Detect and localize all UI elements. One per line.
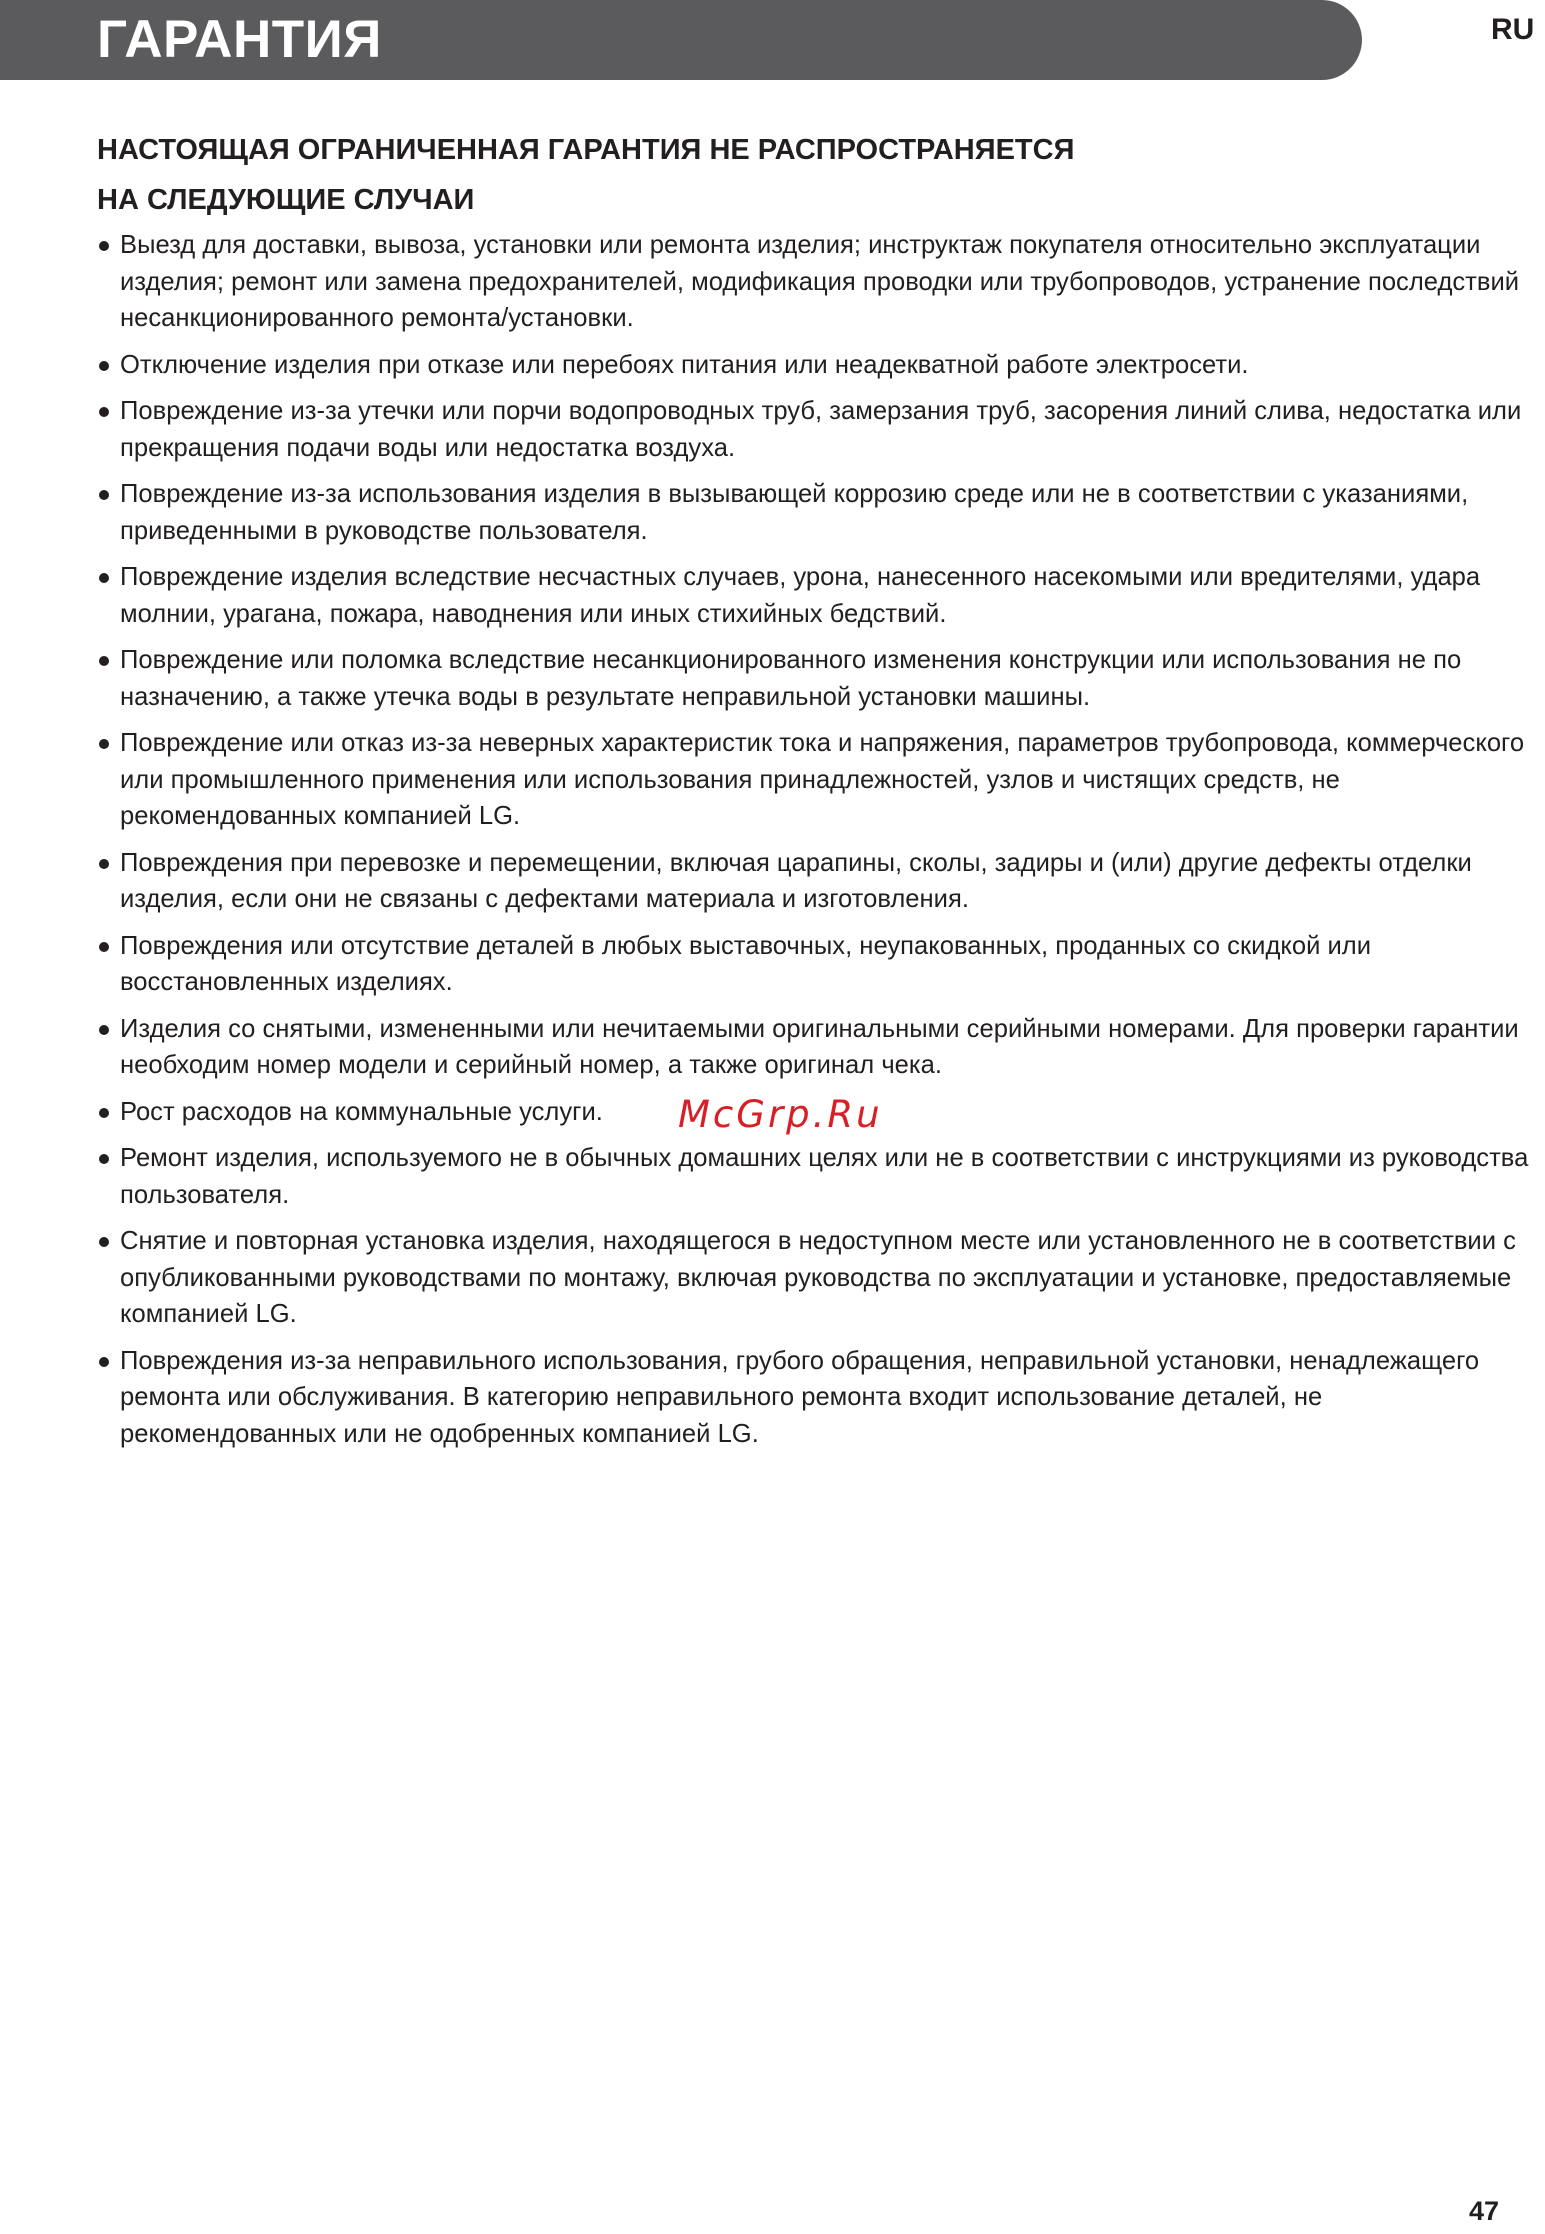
bullet-icon <box>99 407 109 417</box>
list-item-text: Ремонт изделия, используемого не в обычных домашних целях или не в соответствии с инструкциями из руководства пользователя. <box>120 1144 1529 1209</box>
list-item <box>97 1223 1545 1333</box>
bullet-icon <box>99 241 109 251</box>
exclusions-list <box>97 227 1545 1462</box>
list-item-text: Повреждение изделия вследствие несчастных случаев, урона, нанесенного насекомыми или вредителями, удара молнии, урагана, пожара, наводнения или иных стихийных бедствий. <box>120 563 1481 628</box>
section-heading-line-1: НАСТОЯЩАЯ ОГРАНИЧЕННАЯ ГАРАНТИЯ НЕ РАСПРОСТРАНЯЕТСЯ <box>97 134 1075 166</box>
list-item-text: Рост расходов на коммунальные услуги. <box>120 1097 603 1126</box>
list-item-text: Отключение изделия при отказе или перебоях питания или неадекватной работе электросети. <box>120 350 1249 379</box>
list-item <box>97 725 1545 835</box>
page-number: 47 <box>1468 2196 1499 2226</box>
bullet-icon <box>99 1108 109 1118</box>
list-item-text: Повреждение из-за утечки или порчи водопроводных труб, замерзания труб, засорения линий слива, недостатка или прекращения подачи воды или недостатка воздуха. <box>120 397 1522 462</box>
list-item-text: Повреждение или отказ из-за неверных характеристик тока и напряжения, параметров трубопровода, коммерческого или промышленного применения или использования принадлежностей, узлов и чистящих средств, не рекомендованных компанией LG. <box>120 729 1525 830</box>
list-item-text: Повреждения из-за неправильного использования, грубого обращения, неправильной установки, ненадлежащего ремонта или обслуживания. В категорию неправильного ремонта входит использование деталей, не рекомендованных или не одобренных компанией LG. <box>120 1346 1480 1448</box>
list-item <box>97 347 1545 384</box>
list-item-text: Выезд для доставки, вывоза, установки или ремонта изделия; инструктаж покупателя относительно эксплуатации изделия; ремонт или замена предохранителей, модификация проводки или трубопроводов, устранение последствий несанкционированного ремонта/установки. <box>120 231 1520 332</box>
section-heading-line-2: НА СЛЕДУЮЩИЕ СЛУЧАИ <box>97 184 475 216</box>
section-heading <box>97 125 1397 225</box>
list-item <box>97 227 1545 337</box>
bullet-icon <box>99 859 109 869</box>
list-item <box>97 393 1545 466</box>
language-code: RU <box>1491 13 1535 46</box>
list-item <box>97 642 1545 715</box>
list-item-text: Повреждение из-за использования изделия в вызывающей коррозию среде или не в соответствии с указаниями, приведенными в руководстве пользователя. <box>120 480 1469 545</box>
bullet-icon <box>99 490 109 500</box>
list-item <box>97 845 1545 918</box>
page-title: ГАРАНТИЯ <box>97 10 382 69</box>
list-item-text: Повреждения или отсутствие деталей в любых выставочных, неупакованных, проданных со скидкой или восстановленных изделиях. <box>120 931 1372 996</box>
bullet-icon <box>99 656 109 666</box>
bullet-icon <box>99 739 109 749</box>
bullet-icon <box>99 1237 109 1247</box>
list-item-text: Повреждения при перевозке и перемещении, включая царапины, сколы, задиры и (или) другие дефекты отделки изделия, если они не связаны с дефектами материала и изготовления. <box>120 848 1472 913</box>
list-item <box>97 1140 1545 1213</box>
bullet-icon <box>99 942 109 952</box>
list-item-text: Изделия со снятыми, измененными или нечитаемыми оригинальными серийными номерами. Для проверки гарантии необходим номер модели и серийный номер, а также оригинал чека. <box>120 1014 1519 1079</box>
list-item-text: Повреждение или поломка вследствие несанкционированного изменения конструкции или использования не по назначению, а также утечка воды в результате неправильной установки машины. <box>120 646 1462 711</box>
bullet-icon <box>99 1025 109 1035</box>
bullet-icon <box>99 1154 109 1164</box>
list-item <box>97 476 1545 549</box>
bullet-icon <box>99 1357 109 1367</box>
list-item <box>97 1343 1545 1453</box>
bullet-icon <box>99 573 109 583</box>
list-item-text: Снятие и повторная установка изделия, находящегося в недоступном месте или установленного не в соответствии с опубликованными руководствами по монтажу, включая руководства по эксплуатации и установке, предоставляемые компанией LG. <box>120 1227 1516 1328</box>
list-item <box>97 928 1545 1001</box>
bullet-icon <box>99 361 109 371</box>
list-item <box>97 559 1545 632</box>
list-item <box>97 1011 1545 1084</box>
watermark-text: McGrp.Ru <box>678 1093 883 1136</box>
